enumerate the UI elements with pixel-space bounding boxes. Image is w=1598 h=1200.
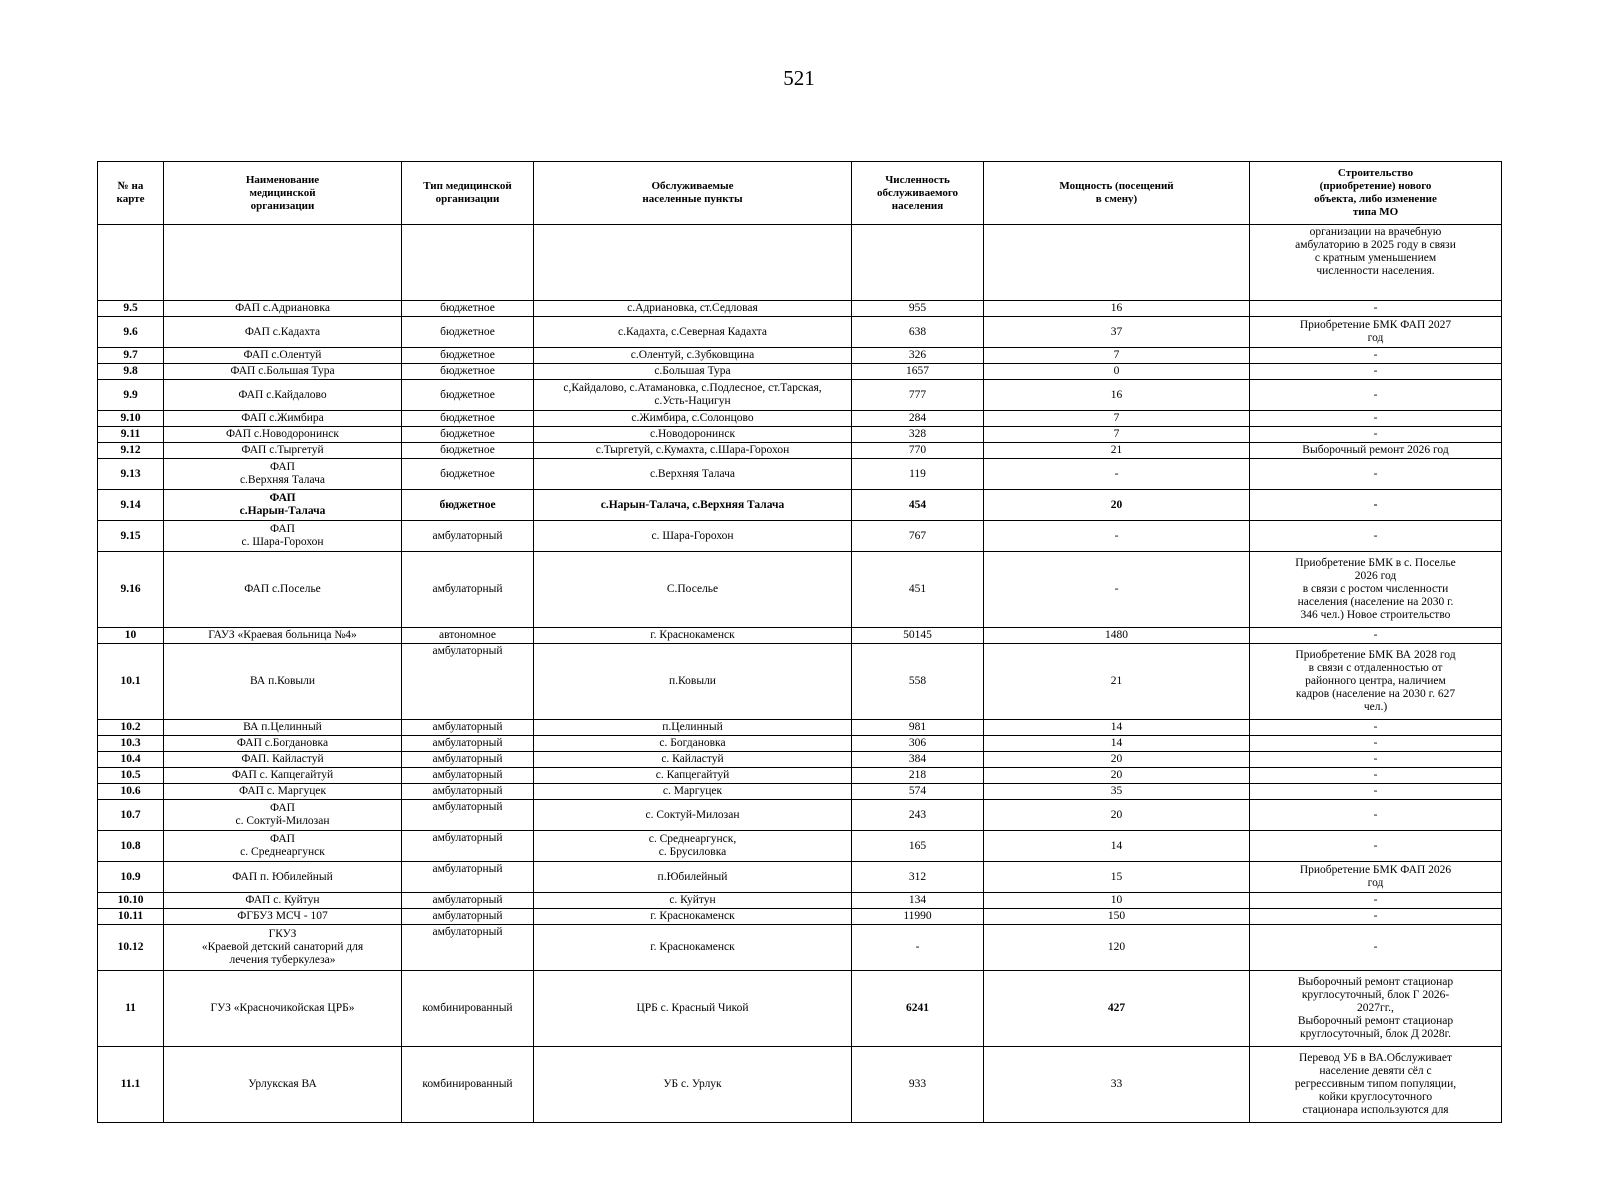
cell-served-settlements: с.Верхняя Талача: [534, 459, 852, 490]
cell-served-settlements: с. Богдановка: [534, 736, 852, 752]
cell-organization-name: [164, 225, 402, 301]
cell-map-number: [98, 225, 164, 301]
cell-map-number: 10.8: [98, 831, 164, 862]
cell-construction: -: [1250, 720, 1502, 736]
cell-capacity: 16: [984, 301, 1250, 317]
cell-organization-type: бюджетное: [402, 317, 534, 348]
cell-organization-name: ФАП с.Богдановка: [164, 736, 402, 752]
cell-organization-name: Урлукская ВА: [164, 1047, 402, 1123]
cell-served-settlements: п.Целинный: [534, 720, 852, 736]
cell-population: 454: [852, 490, 984, 521]
cell-construction: -: [1250, 925, 1502, 971]
cell-capacity: 20: [984, 768, 1250, 784]
cell-construction: -: [1250, 521, 1502, 552]
cell-served-settlements: с.Большая Тура: [534, 364, 852, 380]
table-row: [98, 893, 1502, 909]
table-row: [98, 301, 1502, 317]
cell-population: 777: [852, 380, 984, 411]
cell-construction: -: [1250, 752, 1502, 768]
cell-served-settlements: с.Жимбира, с.Солонцово: [534, 411, 852, 427]
cell-map-number: 9.13: [98, 459, 164, 490]
cell-served-settlements: с. Соктуй-Милозан: [534, 800, 852, 831]
col-header-construction: Строительство (приобретение) нового объекта, либо изменение типа МО: [1250, 162, 1502, 225]
cell-capacity: 33: [984, 1047, 1250, 1123]
cell-capacity: 14: [984, 831, 1250, 862]
cell-organization-name: ФАП п. Юбилейный: [164, 862, 402, 893]
cell-capacity: [984, 225, 1250, 301]
cell-capacity: 7: [984, 411, 1250, 427]
cell-population: 981: [852, 720, 984, 736]
cell-population: 312: [852, 862, 984, 893]
cell-organization-type: бюджетное: [402, 411, 534, 427]
cell-organization-type: амбулаторный: [402, 720, 534, 736]
cell-capacity: 150: [984, 909, 1250, 925]
table-row: [98, 364, 1502, 380]
cell-organization-type: бюджетное: [402, 380, 534, 411]
cell-construction: -: [1250, 411, 1502, 427]
cell-population: 767: [852, 521, 984, 552]
cell-served-settlements: с. Шара-Горохон: [534, 521, 852, 552]
cell-population: 119: [852, 459, 984, 490]
table-row: [98, 644, 1502, 720]
table-row: [98, 380, 1502, 411]
cell-served-settlements: [534, 225, 852, 301]
cell-organization-name: ФАП с.Олентуй: [164, 348, 402, 364]
cell-map-number: 10.2: [98, 720, 164, 736]
cell-capacity: 20: [984, 490, 1250, 521]
cell-organization-name: ФАП с.Адриановка: [164, 301, 402, 317]
cell-organization-name: ФАП с.Поселье: [164, 552, 402, 628]
cell-population: 134: [852, 893, 984, 909]
table-row: [98, 1047, 1502, 1123]
cell-served-settlements: г. Краснокаменск: [534, 628, 852, 644]
cell-organization-type: автономное: [402, 628, 534, 644]
cell-construction: -: [1250, 427, 1502, 443]
cell-construction: -: [1250, 301, 1502, 317]
cell-organization-type: амбулаторный: [402, 925, 534, 971]
cell-served-settlements: п.Юбилейный: [534, 862, 852, 893]
cell-organization-name: ФАП с.Тыргетуй: [164, 443, 402, 459]
cell-capacity: 37: [984, 317, 1250, 348]
cell-map-number: 9.12: [98, 443, 164, 459]
cell-organization-name: ФАП с.Нарын-Талача: [164, 490, 402, 521]
cell-organization-type: бюджетное: [402, 459, 534, 490]
cell-organization-name: ГУЗ «Красночикойская ЦРБ»: [164, 971, 402, 1047]
cell-organization-type: амбулаторный: [402, 784, 534, 800]
cell-capacity: -: [984, 552, 1250, 628]
cell-map-number: 9.6: [98, 317, 164, 348]
cell-organization-name: ФАП с.Кайдалово: [164, 380, 402, 411]
cell-population: [852, 225, 984, 301]
table-row: [98, 862, 1502, 893]
cell-organization-name: ГАУЗ «Краевая больница №4»: [164, 628, 402, 644]
cell-construction: Приобретение БМК в с. Поселье 2026 год в связи с ростом численности населения (население на 2030 г. 346 чел.) Новое строительство: [1250, 552, 1502, 628]
cell-population: 770: [852, 443, 984, 459]
cell-served-settlements: с.Олентуй, с.Зубковщина: [534, 348, 852, 364]
cell-construction: -: [1250, 459, 1502, 490]
cell-population: 306: [852, 736, 984, 752]
cell-construction: -: [1250, 380, 1502, 411]
cell-organization-type: амбулаторный: [402, 800, 534, 831]
cell-served-settlements: УБ с. Урлук: [534, 1047, 852, 1123]
cell-organization-name: ФАП с. Шара-Горохон: [164, 521, 402, 552]
cell-population: 638: [852, 317, 984, 348]
cell-population: 11990: [852, 909, 984, 925]
cell-map-number: 10.10: [98, 893, 164, 909]
cell-construction: -: [1250, 364, 1502, 380]
table-row: [98, 925, 1502, 971]
cell-organization-name: ФАП с.Жимбира: [164, 411, 402, 427]
cell-map-number: 9.7: [98, 348, 164, 364]
cell-organization-type: амбулаторный: [402, 831, 534, 862]
cell-served-settlements: с,Кайдалово, с.Атамановка, с.Подлесное, ст.Тарская, с.Усть-Нацигун: [534, 380, 852, 411]
table-row: [98, 784, 1502, 800]
table-row: [98, 427, 1502, 443]
cell-construction: -: [1250, 893, 1502, 909]
cell-organization-name: ФАП с. Среднеаргунск: [164, 831, 402, 862]
cell-map-number: 9.16: [98, 552, 164, 628]
cell-served-settlements: г. Краснокаменск: [534, 909, 852, 925]
cell-organization-name: ФГБУЗ МСЧ - 107: [164, 909, 402, 925]
cell-population: 1657: [852, 364, 984, 380]
table-row: [98, 752, 1502, 768]
cell-served-settlements: с. Маргуцек: [534, 784, 852, 800]
page-number: 521: [783, 66, 815, 90]
col-header-served-settlements: Обслуживаемые населенные пункты: [534, 162, 852, 225]
cell-construction: -: [1250, 784, 1502, 800]
cell-map-number: 10.4: [98, 752, 164, 768]
cell-map-number: 10.7: [98, 800, 164, 831]
cell-population: 6241: [852, 971, 984, 1047]
cell-capacity: 20: [984, 752, 1250, 768]
cell-capacity: -: [984, 459, 1250, 490]
cell-organization-type: амбулаторный: [402, 752, 534, 768]
cell-served-settlements: С.Поселье: [534, 552, 852, 628]
cell-population: 284: [852, 411, 984, 427]
cell-construction: -: [1250, 909, 1502, 925]
table-row: [98, 800, 1502, 831]
cell-population: 955: [852, 301, 984, 317]
cell-organization-type: амбулаторный: [402, 644, 534, 720]
cell-organization-type: бюджетное: [402, 443, 534, 459]
cell-organization-type: бюджетное: [402, 490, 534, 521]
cell-capacity: 120: [984, 925, 1250, 971]
cell-map-number: 10.11: [98, 909, 164, 925]
cell-capacity: 1480: [984, 628, 1250, 644]
cell-organization-type: бюджетное: [402, 427, 534, 443]
cell-capacity: 14: [984, 720, 1250, 736]
cell-construction: -: [1250, 736, 1502, 752]
cell-construction: Выборочный ремонт стационар круглосуточный, блок Г 2026- 2027гг., Выборочный ремонт стационар круглосуточный, блок Д 2028г.: [1250, 971, 1502, 1047]
cell-capacity: 14: [984, 736, 1250, 752]
cell-capacity: 15: [984, 862, 1250, 893]
table-row: [98, 720, 1502, 736]
cell-population: 933: [852, 1047, 984, 1123]
cell-population: 384: [852, 752, 984, 768]
cell-organization-name: ФАП с.Кадахта: [164, 317, 402, 348]
cell-capacity: 7: [984, 427, 1250, 443]
table-row: [98, 225, 1502, 301]
table-row: [98, 909, 1502, 925]
cell-organization-type: комбинированный: [402, 1047, 534, 1123]
table-row: [98, 736, 1502, 752]
table-row: [98, 317, 1502, 348]
table-row: [98, 443, 1502, 459]
cell-population: 326: [852, 348, 984, 364]
cell-organization-type: амбулаторный: [402, 552, 534, 628]
table-row: [98, 628, 1502, 644]
cell-construction: -: [1250, 831, 1502, 862]
cell-served-settlements: с.Тыргетуй, с.Кумахта, с.Шара-Горохон: [534, 443, 852, 459]
cell-construction: Приобретение БМК ВА 2028 год в связи с отдаленностью от районного центра, наличием кадров (население на 2030 г. 627 чел.): [1250, 644, 1502, 720]
col-header-capacity: Мощность (посещений в смену): [984, 162, 1250, 225]
cell-capacity: 16: [984, 380, 1250, 411]
cell-construction: -: [1250, 490, 1502, 521]
cell-capacity: 20: [984, 800, 1250, 831]
facilities-table: [97, 161, 1502, 1123]
table-row: [98, 971, 1502, 1047]
cell-served-settlements: с.Кадахта, с.Северная Кадахта: [534, 317, 852, 348]
cell-organization-type: амбулаторный: [402, 736, 534, 752]
cell-organization-name: ФАП с.Новодоронинск: [164, 427, 402, 443]
cell-map-number: 11: [98, 971, 164, 1047]
cell-capacity: 35: [984, 784, 1250, 800]
cell-served-settlements: с.Адриановка, ст.Седловая: [534, 301, 852, 317]
cell-capacity: 7: [984, 348, 1250, 364]
cell-population: -: [852, 925, 984, 971]
col-header-map-number: № на карте: [98, 162, 164, 225]
cell-map-number: 10.5: [98, 768, 164, 784]
col-header-population: Численность обслуживаемого населения: [852, 162, 984, 225]
cell-organization-name: ФАП с. Капцегайтуй: [164, 768, 402, 784]
cell-organization-type: амбулаторный: [402, 862, 534, 893]
table-row: [98, 831, 1502, 862]
cell-map-number: 10.6: [98, 784, 164, 800]
cell-population: 165: [852, 831, 984, 862]
cell-construction: Приобретение БМК ФАП 2027 год: [1250, 317, 1502, 348]
cell-organization-name: ФАП с. Соктуй-Милозан: [164, 800, 402, 831]
cell-organization-type: [402, 225, 534, 301]
cell-map-number: 10.3: [98, 736, 164, 752]
table-row: [98, 552, 1502, 628]
cell-construction: Приобретение БМК ФАП 2026 год: [1250, 862, 1502, 893]
cell-construction: -: [1250, 348, 1502, 364]
cell-served-settlements: с. Капцегайтуй: [534, 768, 852, 784]
cell-construction: Перевод УБ в ВА.Обслуживает население девяти сёл с регрессивным типом популяции, койки круглосуточного стационара используются для: [1250, 1047, 1502, 1123]
cell-map-number: 9.15: [98, 521, 164, 552]
table-body: [98, 225, 1502, 1123]
cell-organization-type: амбулаторный: [402, 768, 534, 784]
cell-organization-name: ГКУЗ «Краевой детский санаторий для лечения туберкулеза»: [164, 925, 402, 971]
cell-organization-name: ФАП с. Куйтун: [164, 893, 402, 909]
cell-capacity: 427: [984, 971, 1250, 1047]
cell-served-settlements: с. Среднеаргунск, с. Брусиловка: [534, 831, 852, 862]
cell-construction: Выборочный ремонт 2026 год: [1250, 443, 1502, 459]
cell-capacity: 21: [984, 644, 1250, 720]
cell-map-number: 9.10: [98, 411, 164, 427]
cell-capacity: 0: [984, 364, 1250, 380]
table-header-row: [98, 162, 1502, 225]
cell-capacity: -: [984, 521, 1250, 552]
cell-population: 574: [852, 784, 984, 800]
table-row: [98, 490, 1502, 521]
cell-population: 50145: [852, 628, 984, 644]
cell-served-settlements: п.Ковыли: [534, 644, 852, 720]
cell-capacity: 21: [984, 443, 1250, 459]
cell-construction: -: [1250, 800, 1502, 831]
cell-organization-name: ВА п.Целинный: [164, 720, 402, 736]
cell-organization-type: бюджетное: [402, 348, 534, 364]
cell-map-number: 9.5: [98, 301, 164, 317]
cell-construction: организации на врачебную амбулаторию в 2025 году в связи с кратным уменьшением численности населения.: [1250, 225, 1502, 301]
cell-construction: -: [1250, 628, 1502, 644]
table-row: [98, 521, 1502, 552]
cell-organization-type: бюджетное: [402, 364, 534, 380]
cell-map-number: 9.8: [98, 364, 164, 380]
cell-map-number: 9.14: [98, 490, 164, 521]
cell-map-number: 10.9: [98, 862, 164, 893]
cell-map-number: 9.11: [98, 427, 164, 443]
cell-map-number: 11.1: [98, 1047, 164, 1123]
cell-population: 558: [852, 644, 984, 720]
cell-map-number: 10.12: [98, 925, 164, 971]
col-header-organization-type: Тип медицинской организации: [402, 162, 534, 225]
table-row: [98, 768, 1502, 784]
cell-served-settlements: с. Кайластуй: [534, 752, 852, 768]
cell-capacity: 10: [984, 893, 1250, 909]
cell-population: 451: [852, 552, 984, 628]
cell-served-settlements: с.Новодоронинск: [534, 427, 852, 443]
cell-served-settlements: с.Нарын-Талача, с.Верхняя Талача: [534, 490, 852, 521]
cell-served-settlements: с. Куйтун: [534, 893, 852, 909]
table-row: [98, 348, 1502, 364]
table-row: [98, 459, 1502, 490]
cell-served-settlements: г. Краснокаменск: [534, 925, 852, 971]
cell-organization-name: ФАП с.Большая Тура: [164, 364, 402, 380]
cell-map-number: 10.1: [98, 644, 164, 720]
table-row: [98, 411, 1502, 427]
cell-organization-type: амбулаторный: [402, 909, 534, 925]
cell-construction: -: [1250, 768, 1502, 784]
cell-organization-name: ВА п.Ковыли: [164, 644, 402, 720]
cell-population: 243: [852, 800, 984, 831]
cell-organization-name: ФАП с. Маргуцек: [164, 784, 402, 800]
cell-map-number: 10: [98, 628, 164, 644]
cell-served-settlements: ЦРБ с. Красный Чикой: [534, 971, 852, 1047]
cell-organization-name: ФАП. Кайластуй: [164, 752, 402, 768]
cell-organization-name: ФАП с.Верхняя Талача: [164, 459, 402, 490]
cell-population: 328: [852, 427, 984, 443]
cell-organization-type: бюджетное: [402, 301, 534, 317]
col-header-organization-name: Наименование медицинской организации: [164, 162, 402, 225]
cell-organization-type: амбулаторный: [402, 893, 534, 909]
cell-map-number: 9.9: [98, 380, 164, 411]
cell-organization-type: комбинированный: [402, 971, 534, 1047]
cell-population: 218: [852, 768, 984, 784]
cell-organization-type: амбулаторный: [402, 521, 534, 552]
